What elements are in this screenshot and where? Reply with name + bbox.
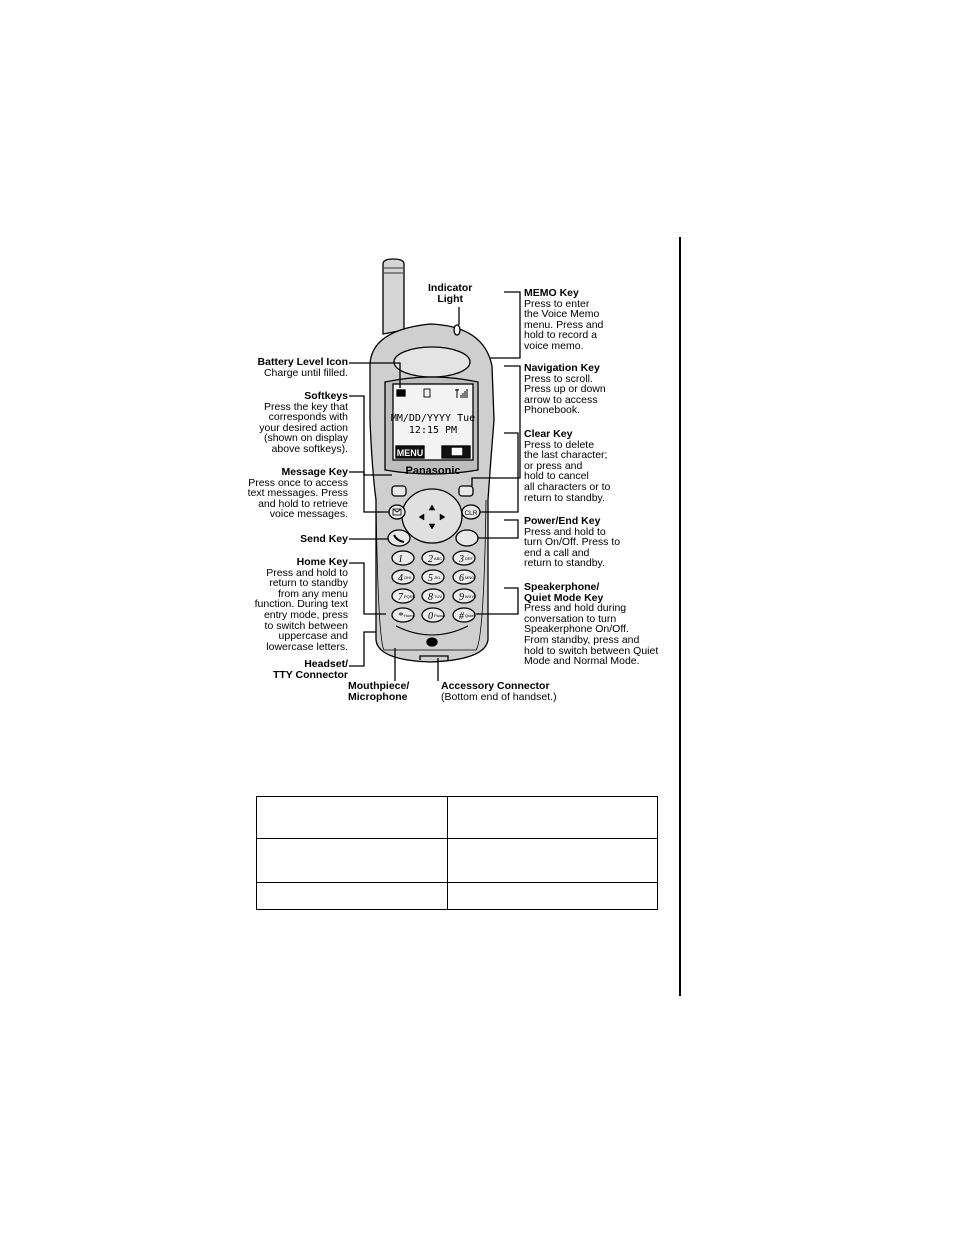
blank-table [256, 796, 658, 910]
label-indicator-light: Indicator Light [428, 282, 473, 305]
table-cell [257, 883, 448, 910]
keypad-key-letters: PQRS [404, 594, 416, 599]
label-message-key: Message Key Press once to access text messages. Press and hold to retrieve voice messages. [247, 466, 348, 521]
label-navigation-key: Navigation Key Press to scroll. Press up or down arrow to access Phonebook. [524, 362, 606, 417]
keypad-key-digit: 3 [459, 554, 464, 565]
label-battery-level: Battery Level Icon Charge until filled. [257, 356, 348, 379]
keypad-key-letters: GHI [404, 575, 412, 580]
send-key [388, 530, 410, 546]
keypad-key-digit: 2 [428, 554, 433, 565]
clear-key-label: CLR [464, 510, 478, 517]
brand-logo: Panasonic [405, 465, 461, 477]
softkey-left-button [392, 486, 406, 496]
keypad-key-letters: Quiet [465, 613, 475, 618]
keypad-key-digit: * [398, 611, 403, 622]
keypad-key-digit: 5 [428, 573, 433, 584]
power-end-key [456, 530, 478, 546]
softkey-right-button [459, 486, 473, 496]
label-home-key: Home Key Press and hold to return to standby from any menu function. During text entry mode, press to switch between uppercase and lowercase letters. [254, 556, 348, 653]
keypad-key-letters: Home [404, 613, 415, 618]
table-cell [257, 839, 448, 883]
keypad-key-digit: 9 [459, 592, 464, 603]
keypad-key-digit: 8 [428, 592, 433, 603]
label-softkeys: Softkeys Press the key that corresponds with your desired action (shown on display above softkeys). [259, 390, 348, 455]
keypad-key-digit: 7 [398, 592, 403, 603]
label-accessory-connector: Accessory Connector (Bottom end of handset.) [441, 680, 557, 703]
display-time: 12:15 PM [408, 425, 458, 436]
table-cell [448, 797, 658, 839]
label-memo-key: MEMO Key Press to enter the Voice Memo menu. Press and hold to record a voice memo. [524, 287, 604, 352]
label-send-key: Send Key [300, 533, 348, 545]
table-cell [257, 797, 448, 839]
keypad-key-letters: MNO [465, 575, 475, 580]
softkey-menu-label: MENU [396, 448, 424, 458]
keypad-key-digit: 4 [398, 573, 403, 584]
keypad-key-letters: DEF [465, 556, 473, 561]
label-power-end-key: Power/End Key Press and hold to turn On/Off. Press to end a call and return to standby. [524, 515, 621, 570]
keypad-key-0 [392, 551, 414, 565]
keypad-key-letters: Pause [434, 613, 446, 618]
keypad-key-digit: 1 [398, 554, 403, 565]
label-speakerphone-key: Speakerphone/ Quiet Mode Key Press and hold during conversation to turn Speakerphone On/Off. From standby, press and hold to switch between Quiet Mode and Normal Mode. [524, 581, 659, 668]
navigation-key [402, 489, 462, 543]
battery-icon [397, 390, 405, 396]
keypad-key-letters: JKL [434, 575, 441, 580]
keypad-key-letters: WXYZ [465, 594, 477, 599]
label-headset-connector: Headset/ TTY Connector [272, 658, 348, 681]
microphone-hole [427, 638, 437, 646]
keypad-key-letters: TUV [434, 594, 442, 599]
display-date: MM/DD/YYYY Tue [390, 413, 476, 424]
keypad-key-digit: # [459, 611, 464, 622]
keypad-key-digit: 0 [428, 611, 433, 622]
label-mouthpiece: Mouthpiece/ Microphone [348, 680, 410, 703]
table-cell [448, 839, 658, 883]
table-cell [448, 883, 658, 910]
earpiece [394, 347, 470, 377]
label-clear-key: Clear Key Press to delete the last character; or press and hold to cancel all characters or to return to standby. [524, 428, 611, 504]
antenna [383, 259, 404, 334]
indicator-light [454, 325, 460, 335]
keypad-key-digit: 6 [459, 573, 464, 584]
keypad-key-letters: ABC [434, 556, 443, 561]
